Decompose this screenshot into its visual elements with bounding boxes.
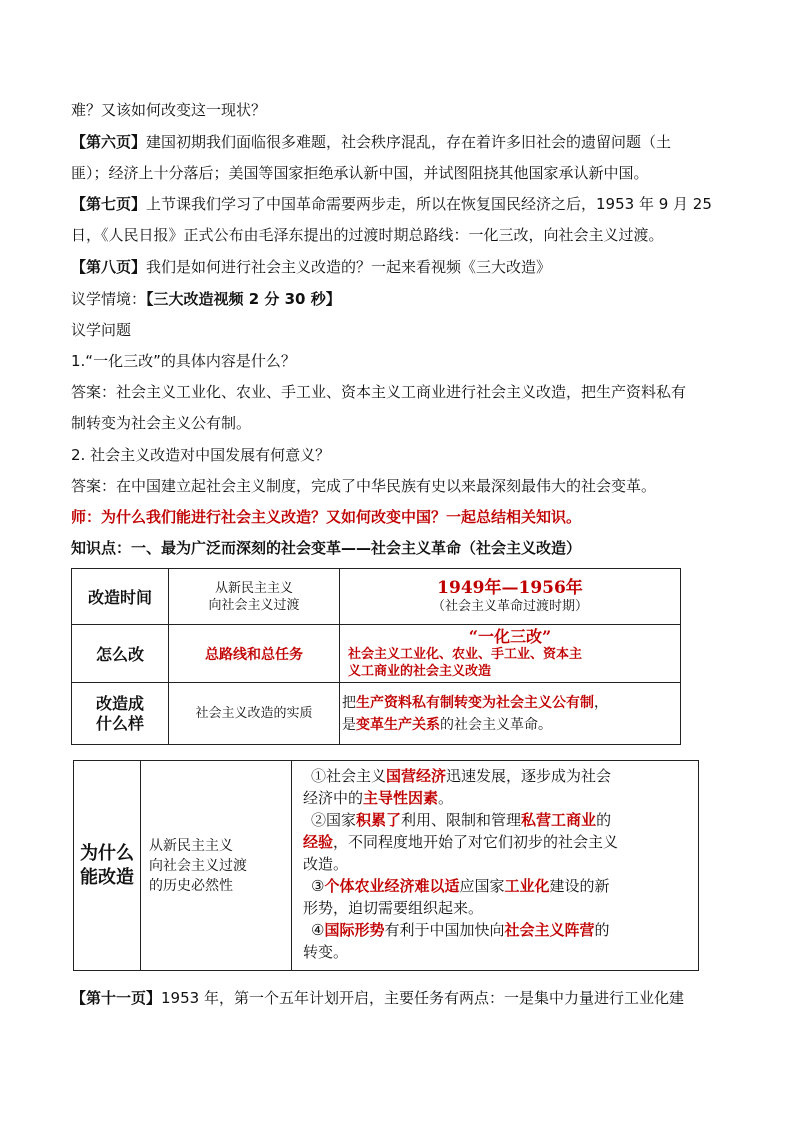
why-mid xyxy=(141,761,292,971)
row-mid-how: 总路线和总任务 xyxy=(169,625,340,683)
row-value-time xyxy=(340,569,681,625)
transformation-table xyxy=(71,568,681,745)
why-head-line2: 能改造 xyxy=(80,866,134,888)
r4-a: ④ xyxy=(311,921,325,939)
r2-d: 私营工商业 xyxy=(521,811,597,829)
result-l1-b: 生产资料私有制转变为社会主义公有制 xyxy=(356,694,594,711)
reason-4 xyxy=(292,919,698,941)
question-2: 2. 社会主义改造对中国发展有何意义？ xyxy=(71,446,331,464)
page8-tag: 【第八页】 xyxy=(71,258,147,276)
page11-text: 1953 年，第一个五年计划开启，主要任务有两点：一是集中力量进行工业化建 xyxy=(161,989,684,1007)
row-value-how xyxy=(340,625,681,683)
r1-b: 国营经济 xyxy=(386,767,447,785)
r1-d: 经济中的 xyxy=(303,789,364,807)
result-line1 xyxy=(342,692,680,714)
situation-line xyxy=(71,289,731,310)
row-head-how: 怎么改 xyxy=(72,625,169,683)
result-head-line2: 什么样 xyxy=(95,713,144,733)
why-reasons xyxy=(292,761,699,971)
row-mid-result: 社会主义改造的实质 xyxy=(169,683,340,745)
reason-1-cont xyxy=(292,787,698,809)
page6-tag: 【第六页】 xyxy=(71,133,147,151)
page8-line xyxy=(71,257,731,278)
page8-text: 我们是如何进行社会主义改造的？一起来看视频《三大改造》 xyxy=(146,258,552,276)
reason-1 xyxy=(292,765,698,787)
how-line1: 社会主义工业化、农业、手工业、资本主 xyxy=(348,646,583,662)
r3-c: 应国家 xyxy=(459,877,505,895)
how-title: “一化三改” xyxy=(468,626,552,646)
result-l1-a: 把 xyxy=(342,694,356,711)
answer-2: 答案：在中国建立起社会主义制度，完成了中华民族有史以来最深刻最伟大的社会变革。 xyxy=(71,477,657,495)
r4-c: 有利于中国加快向 xyxy=(384,921,505,939)
r2-b: 积累了 xyxy=(356,811,402,829)
why-head-line1: 为什么 xyxy=(80,842,134,864)
time-period: （社会主义革命过渡时期） xyxy=(431,599,588,614)
situation-video: 【三大改造视频 2 分 30 秒】 xyxy=(146,290,341,308)
row-head-result xyxy=(72,683,169,745)
table-row xyxy=(74,761,699,971)
reason-2-cont2 xyxy=(292,853,698,875)
r2-e: 的 xyxy=(596,811,612,829)
questions-label: 议学问题 xyxy=(71,321,132,339)
page6-text1: 建国初期我们面临很多难题，社会秩序混乱，存在着许多旧社会的遗留问题（土 xyxy=(146,133,672,151)
page7-text1: 上节课我们学习了中国革命需要两步走，所以在恢复国民经济之后，1953 年 9 月 25 xyxy=(146,195,712,213)
r1-f: 。 xyxy=(438,789,454,807)
page6-line1 xyxy=(71,132,731,153)
situation-label: 议学情境： xyxy=(71,290,147,308)
reason-2 xyxy=(292,809,698,831)
r1-e: 主导性因素 xyxy=(363,789,439,807)
r2-h: 改造。 xyxy=(303,855,349,873)
table-row xyxy=(72,569,681,625)
r2-f: 经验 xyxy=(303,833,334,851)
mid-time-line1: 从新民主主义 xyxy=(214,580,293,596)
r4-b: 国际形势 xyxy=(324,921,385,939)
page7-tag: 【第七页】 xyxy=(71,195,147,213)
r2-g: ，不同程度地开始了对它们初步的社会主义 xyxy=(333,833,619,851)
intro-line: 难？又该如何改变这一现状？ xyxy=(71,101,267,119)
result-line2 xyxy=(342,714,680,736)
r4-e: 的 xyxy=(594,921,610,939)
table-row xyxy=(72,683,681,745)
how-line2: 义工商业的社会主义改造 xyxy=(348,663,492,679)
page11-tag: 【第十一页】 xyxy=(71,989,162,1007)
r3-e: 建设的新 xyxy=(549,877,610,895)
why-head xyxy=(74,761,141,971)
result-l1-c: ， xyxy=(594,694,608,711)
r3-f: 形势，迫切需要组织起来。 xyxy=(303,899,484,917)
knowledge-heading: 知识点：一、最为广泛而深刻的社会变革——社会主义革命（社会主义改造） xyxy=(71,539,582,557)
why-table xyxy=(73,760,699,971)
result-l2-a: 是 xyxy=(342,716,356,733)
reason-3-cont xyxy=(292,897,698,919)
mid-time-line2: 向社会主义过渡 xyxy=(208,597,300,613)
time-years: 1949年—1956年 xyxy=(437,578,583,598)
r1-c: 迅速发展，逐步成为社会 xyxy=(446,767,612,785)
question-1: 1.“一化三改”的具体内容是什么？ xyxy=(71,352,296,370)
r2-c: 利用、限制和管理 xyxy=(401,811,522,829)
why-mid-line1: 从新民主主义 xyxy=(149,837,233,854)
row-mid-time xyxy=(169,569,340,625)
r3-b: 个体农业经济难以适 xyxy=(324,877,460,895)
answer-1-line1: 答案：社会主义工业化、农业、手工业、资本主义工商业进行社会主义改造，把生产资料私有 xyxy=(71,383,687,401)
answer-1-line2: 制转变为社会主义公有制。 xyxy=(71,414,252,432)
result-l2-c: 的社会主义革命。 xyxy=(440,716,552,733)
r2-a: ②国家 xyxy=(311,811,357,829)
r3-a: ③ xyxy=(311,877,325,895)
page11-line xyxy=(71,988,731,1009)
reason-3 xyxy=(292,875,698,897)
r3-d: 工业化 xyxy=(504,877,550,895)
why-mid-line3: 的历史必然性 xyxy=(149,877,233,894)
page6-line2: 匪）；经济上十分落后；美国等国家拒绝承认新中国，并试图阻挠其他国家承认新中国。 xyxy=(71,164,649,182)
teacher-prompt: 师：为什么我们能进行社会主义改造？又如何改变中国？一起总结相关知识。 xyxy=(71,508,582,526)
why-mid-line2: 向社会主义过渡 xyxy=(149,857,247,874)
result-head-line1: 改造成 xyxy=(95,693,144,713)
page7-line1 xyxy=(71,194,731,215)
page7-line2: 日，《人民日报》正式公布由毛泽东提出的过渡时期总路线：一化三改，向社会主义过渡。 xyxy=(71,226,664,244)
r4-f: 转变。 xyxy=(303,943,349,961)
reason-2-cont xyxy=(292,831,698,853)
r4-d: 社会主义阵营 xyxy=(504,921,595,939)
result-l2-b: 变革生产关系 xyxy=(356,716,440,733)
reason-4-cont xyxy=(292,941,698,963)
row-value-result xyxy=(340,683,681,745)
table-row xyxy=(72,625,681,683)
r1-a: ①社会主义 xyxy=(311,767,387,785)
row-head-time: 改造时间 xyxy=(72,569,169,625)
